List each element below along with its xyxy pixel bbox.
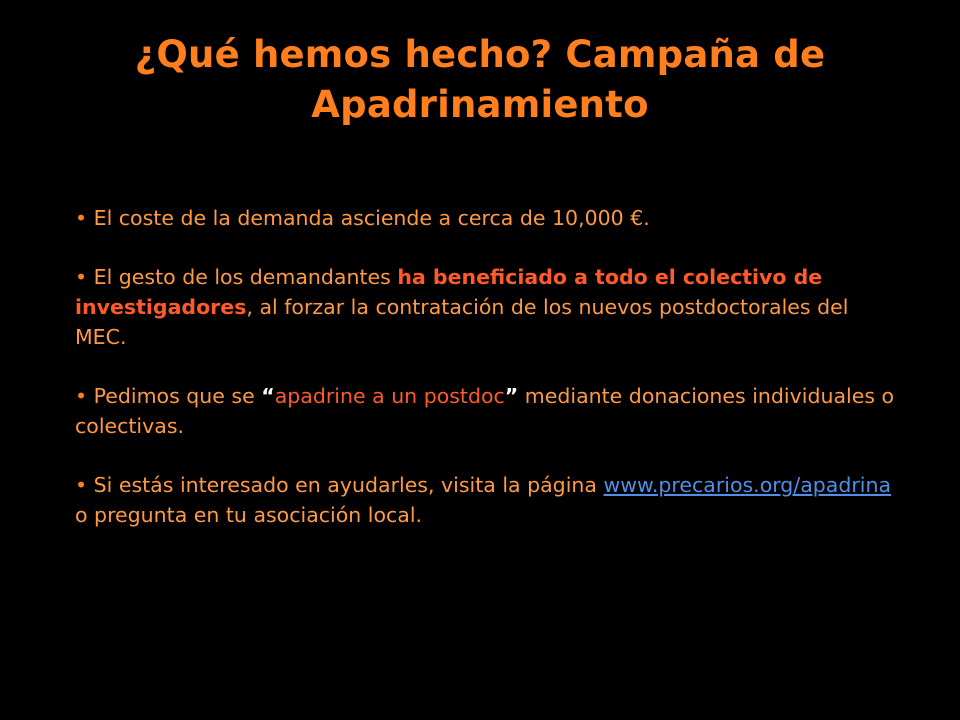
bullet-visit — [75, 470, 895, 530]
bullet-text-after: o pregunta en tu asociación local. — [75, 503, 423, 527]
bullet-quoted: apadrine a un postdoc — [274, 384, 505, 408]
bullet-text-before: Si estás interesado en ayudarles, visita la página — [93, 473, 604, 497]
bullet-sponsor — [75, 381, 895, 441]
bullet-cost — [75, 203, 895, 233]
bullet-emphasis: ha beneficiado a todo el colectivo de investigadores — [75, 265, 823, 319]
bullet-text-before: El gesto de los demandantes — [93, 265, 398, 289]
slide-title: ¿Qué hemos hecho? Campaña de Apadrinamiento — [134, 33, 826, 126]
close-quote: ” — [504, 384, 519, 408]
open-quote: “ — [261, 384, 275, 408]
bullet-text-before: Pedimos que se — [93, 384, 262, 408]
bullet-text-after: , al forzar la contratación de los nuevos postdoctorales del MEC. — [75, 295, 849, 349]
bullet-marker: • — [75, 265, 88, 289]
bullet-text-after: mediante donaciones individuales o colectivas. — [75, 384, 895, 438]
bullet-marker: • — [75, 384, 88, 408]
bullet-marker: • — [75, 206, 88, 230]
slide-body — [75, 203, 895, 530]
bullet-text: El coste de la demanda asciende a cerca de 10,000 €. — [93, 206, 650, 230]
bullet-marker: • — [75, 473, 88, 497]
apadrina-link[interactable]: www.precarios.org/apadrina — [603, 473, 892, 497]
bullet-benefit — [75, 262, 895, 352]
